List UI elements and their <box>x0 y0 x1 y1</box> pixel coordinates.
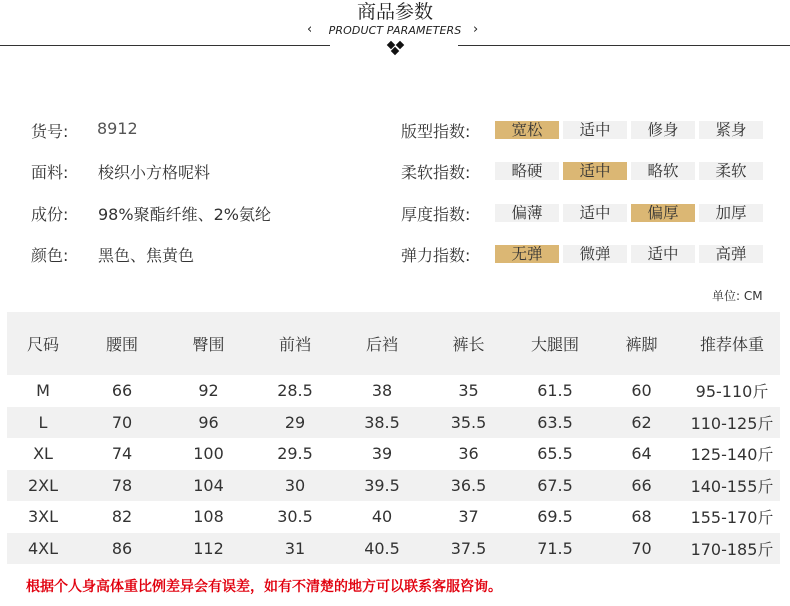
table-cell: 108 <box>193 507 224 527</box>
param-label: 颜色: <box>31 246 69 265</box>
column-header: 前裆 <box>252 312 338 375</box>
table-cell: 40 <box>371 507 393 527</box>
table-cell: 36.5 <box>426 470 511 502</box>
index-label-elasticity: 弹力指数: <box>401 246 471 265</box>
table-cell: 28.5 <box>277 381 313 401</box>
section-title: 商品参数 <box>356 1 433 23</box>
table-row <box>7 533 780 565</box>
option-soft-slightly-soft: 略软 <box>631 162 695 180</box>
table-cell: 112 <box>165 533 252 565</box>
table-cell: 30 <box>252 470 338 502</box>
option-thick-thin: 偏薄 <box>495 204 559 222</box>
table-cell: 38.5 <box>338 407 426 439</box>
table-cell: 95-110斤 <box>695 382 769 402</box>
table-row <box>7 470 780 502</box>
table-cell: 100 <box>193 444 224 464</box>
option-elastic-none: 无弹 <box>495 245 559 263</box>
option-elastic-slight: 微弹 <box>563 245 627 263</box>
column-header: 臀围 <box>165 312 252 375</box>
index-label-thickness: 厚度指数: <box>401 205 471 224</box>
disclaimer-note: 根据个人身高体重比例差异会有误差，如有不清楚的地方可以联系客服咨询。 <box>26 579 502 595</box>
table-cell: 3XL <box>27 507 59 527</box>
table-cell: 31 <box>252 533 338 565</box>
param-value: 98%聚酯纤维、2%氨纶 <box>98 205 271 224</box>
param-value: 8912 <box>97 119 138 138</box>
table-cell: 70 <box>599 533 684 565</box>
table-cell: 38 <box>371 381 393 401</box>
table-cell: 29.5 <box>277 444 313 464</box>
param-label: 面料: <box>31 163 69 182</box>
option-soft-medium: 适中 <box>563 162 627 180</box>
table-row <box>7 375 780 407</box>
table-cell: 2XL <box>7 470 79 502</box>
table-cell: 40.5 <box>338 533 426 565</box>
table-cell: 37 <box>458 507 479 527</box>
table-cell: 63.5 <box>511 407 599 439</box>
column-header: 大腿围 <box>511 312 599 375</box>
option-fit-slim: 修身 <box>631 121 695 139</box>
table-cell: 39.5 <box>338 470 426 502</box>
table-cell: 66 <box>599 470 684 502</box>
table-cell: 67.5 <box>511 470 599 502</box>
table-row <box>7 501 780 533</box>
index-label-fit: 版型指数: <box>401 122 471 141</box>
option-thick-medium: 适中 <box>563 204 627 222</box>
column-header: 裤脚 <box>599 312 684 375</box>
option-fit-tight: 紧身 <box>699 121 763 139</box>
table-cell: 110-125斤 <box>684 407 780 439</box>
option-fit-regular: 适中 <box>563 121 627 139</box>
param-label: 货号: <box>31 122 69 141</box>
option-elastic-medium: 适中 <box>631 245 695 263</box>
chevron-right-icon: › <box>473 22 479 37</box>
diamond-ornament-icon <box>384 41 408 57</box>
table-cell: 35.5 <box>426 407 511 439</box>
column-header: 后裆 <box>338 312 426 375</box>
table-cell: M <box>36 381 50 401</box>
table-cell: 66 <box>111 381 133 401</box>
option-soft-soft: 柔软 <box>699 162 763 180</box>
table-cell: 78 <box>79 470 165 502</box>
table-cell: 39 <box>371 444 393 464</box>
table-cell: 69.5 <box>537 507 573 527</box>
option-elastic-high: 高弹 <box>699 245 763 263</box>
column-header: 推荐体重 <box>684 312 780 375</box>
table-cell: 82 <box>111 507 133 527</box>
header-divider-left <box>0 45 330 46</box>
table-cell: 74 <box>111 444 133 464</box>
option-thick-thick: 偏厚 <box>631 204 695 222</box>
table-cell: 36 <box>458 444 479 464</box>
table-cell: 37.5 <box>426 533 511 565</box>
table-cell: 35 <box>458 381 479 401</box>
table-cell: 64 <box>631 444 652 464</box>
table-header-row <box>7 312 780 375</box>
param-label: 成份: <box>31 205 69 224</box>
option-soft-stiff: 略硬 <box>495 162 559 180</box>
table-row <box>7 407 780 439</box>
table-cell: 92 <box>198 381 219 401</box>
table-cell: 60 <box>631 381 652 401</box>
table-cell: 29 <box>252 407 338 439</box>
table-cell: 4XL <box>7 533 79 565</box>
table-cell: 65.5 <box>537 444 573 464</box>
table-cell: 170-185斤 <box>684 533 780 565</box>
column-header: 裤长 <box>426 312 511 375</box>
table-cell: 70 <box>79 407 165 439</box>
column-header: 尺码 <box>7 312 79 375</box>
table-cell: 30.5 <box>277 507 313 527</box>
table-cell: 71.5 <box>511 533 599 565</box>
option-thick-extra-thick: 加厚 <box>699 204 763 222</box>
table-cell: XL <box>33 444 53 464</box>
table-cell: 155-170斤 <box>690 508 774 528</box>
table-cell: L <box>7 407 79 439</box>
table-cell: 125-140斤 <box>690 445 774 465</box>
table-cell: 68 <box>631 507 652 527</box>
table-cell: 104 <box>165 470 252 502</box>
table-cell: 140-155斤 <box>684 470 780 502</box>
size-table <box>7 312 780 564</box>
param-value: 黑色、焦黄色 <box>98 246 195 265</box>
table-row <box>7 438 780 470</box>
unit-label: 单位: CM <box>712 289 763 303</box>
index-label-softness: 柔软指数: <box>401 163 471 182</box>
param-value: 梭织小方格呢料 <box>98 163 211 182</box>
section-subtitle: PRODUCT PARAMETERS <box>328 24 462 37</box>
table-cell: 61.5 <box>537 381 573 401</box>
section-header <box>0 0 790 60</box>
chevron-left-icon: ‹ <box>307 22 313 37</box>
table-cell: 62 <box>599 407 684 439</box>
option-fit-loose: 宽松 <box>495 121 559 139</box>
column-header: 腰围 <box>79 312 165 375</box>
table-cell: 96 <box>165 407 252 439</box>
header-divider-right <box>458 45 790 46</box>
table-cell: 86 <box>79 533 165 565</box>
